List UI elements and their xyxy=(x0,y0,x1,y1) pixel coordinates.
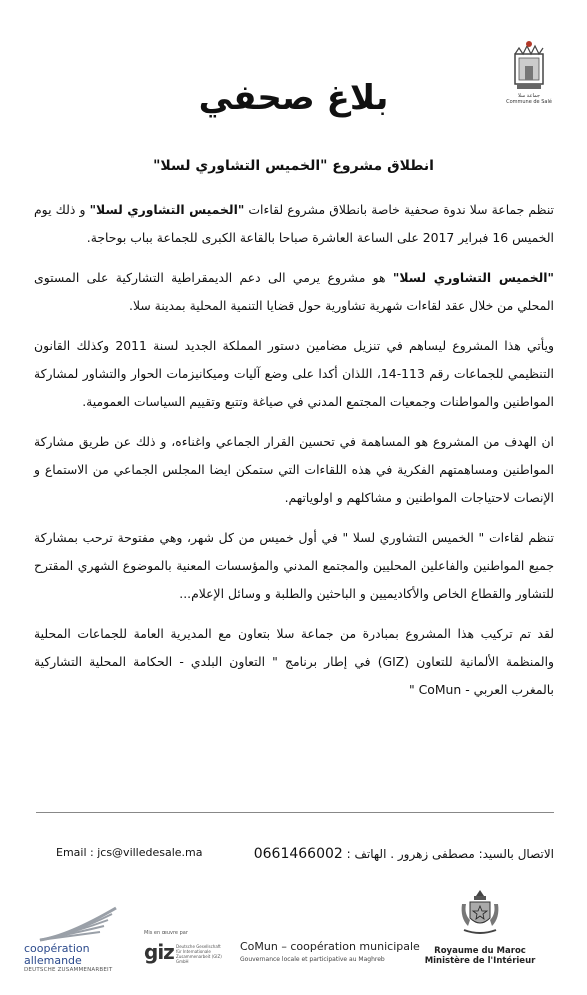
paragraph: لقد تم تركيب هذا المشروع بمبادرة من جماعة سلا بتعاون مع المديرية العامة للجماعات المحلية والمنظمة الألمانية للتعاون (GIZ) في إطار برنامج " التعاون البلدي - الحكامة المحلية التشاركية بالمغرب العربي - CoMun " xyxy=(34,626,554,697)
paragraph: تنظم جماعة سلا ندوة صحفية خاصة بانطلاق مشروع لقاءات "الخميس التشاوري لسلا" و ذلك يوم الخميس 16 فبراير 2017 على الساعة العاشرة صباحا بالقاعة الكبرى للجماعة بباب بوحاجة. xyxy=(34,202,555,245)
paragraph: "الخميس التشاوري لسلا" هو مشروع يرمي الى دعم الديمقراطية التشاركية على المستوى المحلي من خلال عقد لقاءات شهرية تشاورية حول قضايا التنمية المحلية بمدينة سلا. xyxy=(34,270,555,313)
contact-phone: 0661466002 xyxy=(253,846,343,862)
comun-subtitle: Gouvernance locale et participative au Maghreb xyxy=(240,956,385,963)
moroccan-coat-of-arms-icon xyxy=(458,888,502,938)
seal-french-caption: Commune de Salé xyxy=(506,99,552,105)
royaume-du-maroc: Royaume du Maroc xyxy=(434,946,526,956)
paragraph: ان الهدف من المشروع هو المساهمة في تحسين القرار الجماعي واغناءه، و ذلك عن طريق مشاركة المواطنين ومساهمتهم الفكرية في هذه اللقاءات التي ستمكن ايضا المجلس الجماعي من الاستماع و الإنصات لاحتياجات المواطنين و مشاكلهم و اولوياتهم. xyxy=(34,434,554,505)
cooperation-name: coopération allemande xyxy=(24,942,90,967)
giz-logo xyxy=(144,888,234,978)
footer-divider xyxy=(36,812,554,813)
cooperation-allemande-logo xyxy=(20,888,130,978)
seal-arabic-caption: جماعة سلا xyxy=(518,93,540,99)
cooperation-swoosh-icon xyxy=(38,906,118,942)
ministere-interieur-logo xyxy=(415,888,545,978)
cooperation-subtitle: DEUTSCHE ZUSAMMENARBEIT xyxy=(24,967,113,973)
document-body xyxy=(34,196,554,716)
ministere-interieur: Ministère de l'Intérieur xyxy=(424,956,536,966)
comun-logo xyxy=(240,888,420,978)
paragraph: تنظم لقاءات " الخميس التشاوري لسلا " في أول خميس من كل شهر، وهي مفتوحة ترحب بمشاركة جميع المواطنين والفاعلين المحليين والمجتمع المدني والمؤسسات المعنية بالموضوع الشهري المقترح للتشاور والقطاع الخاص والأكاديميين و الباحثين والطلبة و وسائل الإعلام... xyxy=(34,530,554,601)
contact-line xyxy=(36,846,554,866)
giz-implemented-by: Mis en œuvre par xyxy=(144,930,188,936)
document-subtitle: انطلاق مشروع "الخميس التشاوري لسلا" xyxy=(153,158,434,174)
giz-wordmark: giz xyxy=(144,940,174,964)
partner-logos xyxy=(20,888,567,978)
contact-person: الاتصال بالسيد: مصطفى زهرور . الهاتف : 0661466002 xyxy=(253,846,554,862)
document-title: بلاغ صحفي xyxy=(198,78,389,118)
giz-description: Deutsche Gesellschaft für Internationale Zusammenarbeit (GIZ) GmbH xyxy=(176,944,222,964)
comun-title: CoMun – coopération municipale xyxy=(240,940,420,953)
paragraph: ويأتي هذا المشروع ليساهم في تنزيل مضامين دستور المملكة الجديد لسنة 2011 وكذلك القانون التنظيمي للجماعات رقم 113-14، اللذان أكدا على وضع آليات وميكانيزمات الحوار والتشاور لمشاركة المواطنين والمواطنات وجمعيات المجتمع المدني في صياغة وتتبع وتقييم السياسات العمومية. xyxy=(34,338,554,409)
contact-email: Email : jcs@villedesale.ma xyxy=(56,846,203,859)
